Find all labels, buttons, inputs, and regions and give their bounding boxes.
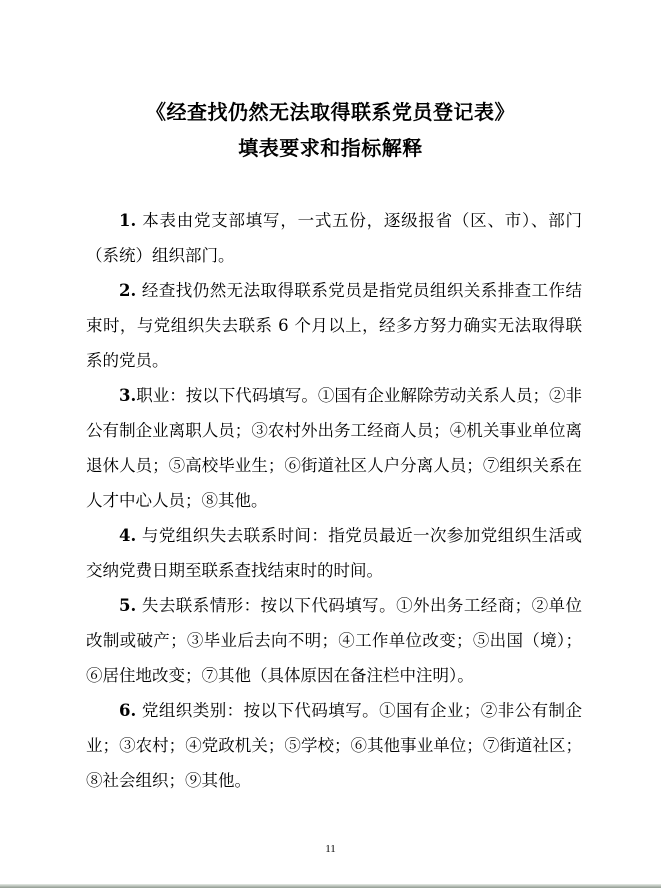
document-title: 《经查找仍然无法取得联系党员登记表》 [146, 100, 515, 124]
paragraph-4 [86, 518, 582, 588]
paragraph-6 [86, 693, 582, 798]
paragraph-number: 1. [119, 211, 137, 230]
document-subtitle: 填表要求和指标解释 [238, 136, 423, 160]
paragraph-text: 本表由党支部填写，一式五份，逐级报省（区、市）、部门（系统）组织部门。 [86, 211, 582, 265]
paragraph-text: 经查找仍然无法取得联系党员是指党员组织关系排查工作结束时，与党组织失去联系 6 个月以上，经多方努力确实无法取得联系的党员。 [86, 281, 582, 370]
page-number: 11 [325, 843, 336, 855]
paragraph-text: 失去联系情形：按以下代码填写。①外出务工经商；②单位改制或破产；③毕业后去向不明；④工作单位改变；⑤出国（境）；⑥居住地改变；⑦其他（具体原因在备注栏中注明）。 [86, 596, 582, 685]
paragraph-text: 党组织类别：按以下代码填写。①国有企业；②非公有制企业；③农村；④党政机关；⑤学校；⑥其他事业单位；⑦街道社区；⑧社会组织；⑨其他。 [86, 701, 582, 790]
paragraph-number: 4. [119, 526, 137, 545]
paragraph-5 [86, 588, 582, 693]
paragraph-text: 与党组织失去联系时间：指党员最近一次参加党组织生活或交纳党费日期至联系查找结束时的时间。 [86, 526, 582, 580]
paragraph-number: 5. [119, 596, 137, 615]
document-body [86, 203, 582, 798]
paragraph-2 [86, 273, 582, 378]
paragraph-number: 6. [119, 701, 137, 720]
paragraph-1 [86, 203, 582, 273]
paragraph-number: 2. [119, 281, 137, 300]
paragraph-number: 3. [119, 386, 137, 405]
page-bottom-border [0, 884, 661, 888]
paragraph-text: 职业：按以下代码填写。①国有企业解除劳动关系人员；②非公有制企业离职人员；③农村外出务工经商人员；④机关事业单位离退休人员；⑤高校毕业生；⑥街道社区人户分离人员；⑦组织关系在人才中心人员；⑧其他。 [86, 386, 582, 510]
paragraph-3 [86, 378, 582, 518]
